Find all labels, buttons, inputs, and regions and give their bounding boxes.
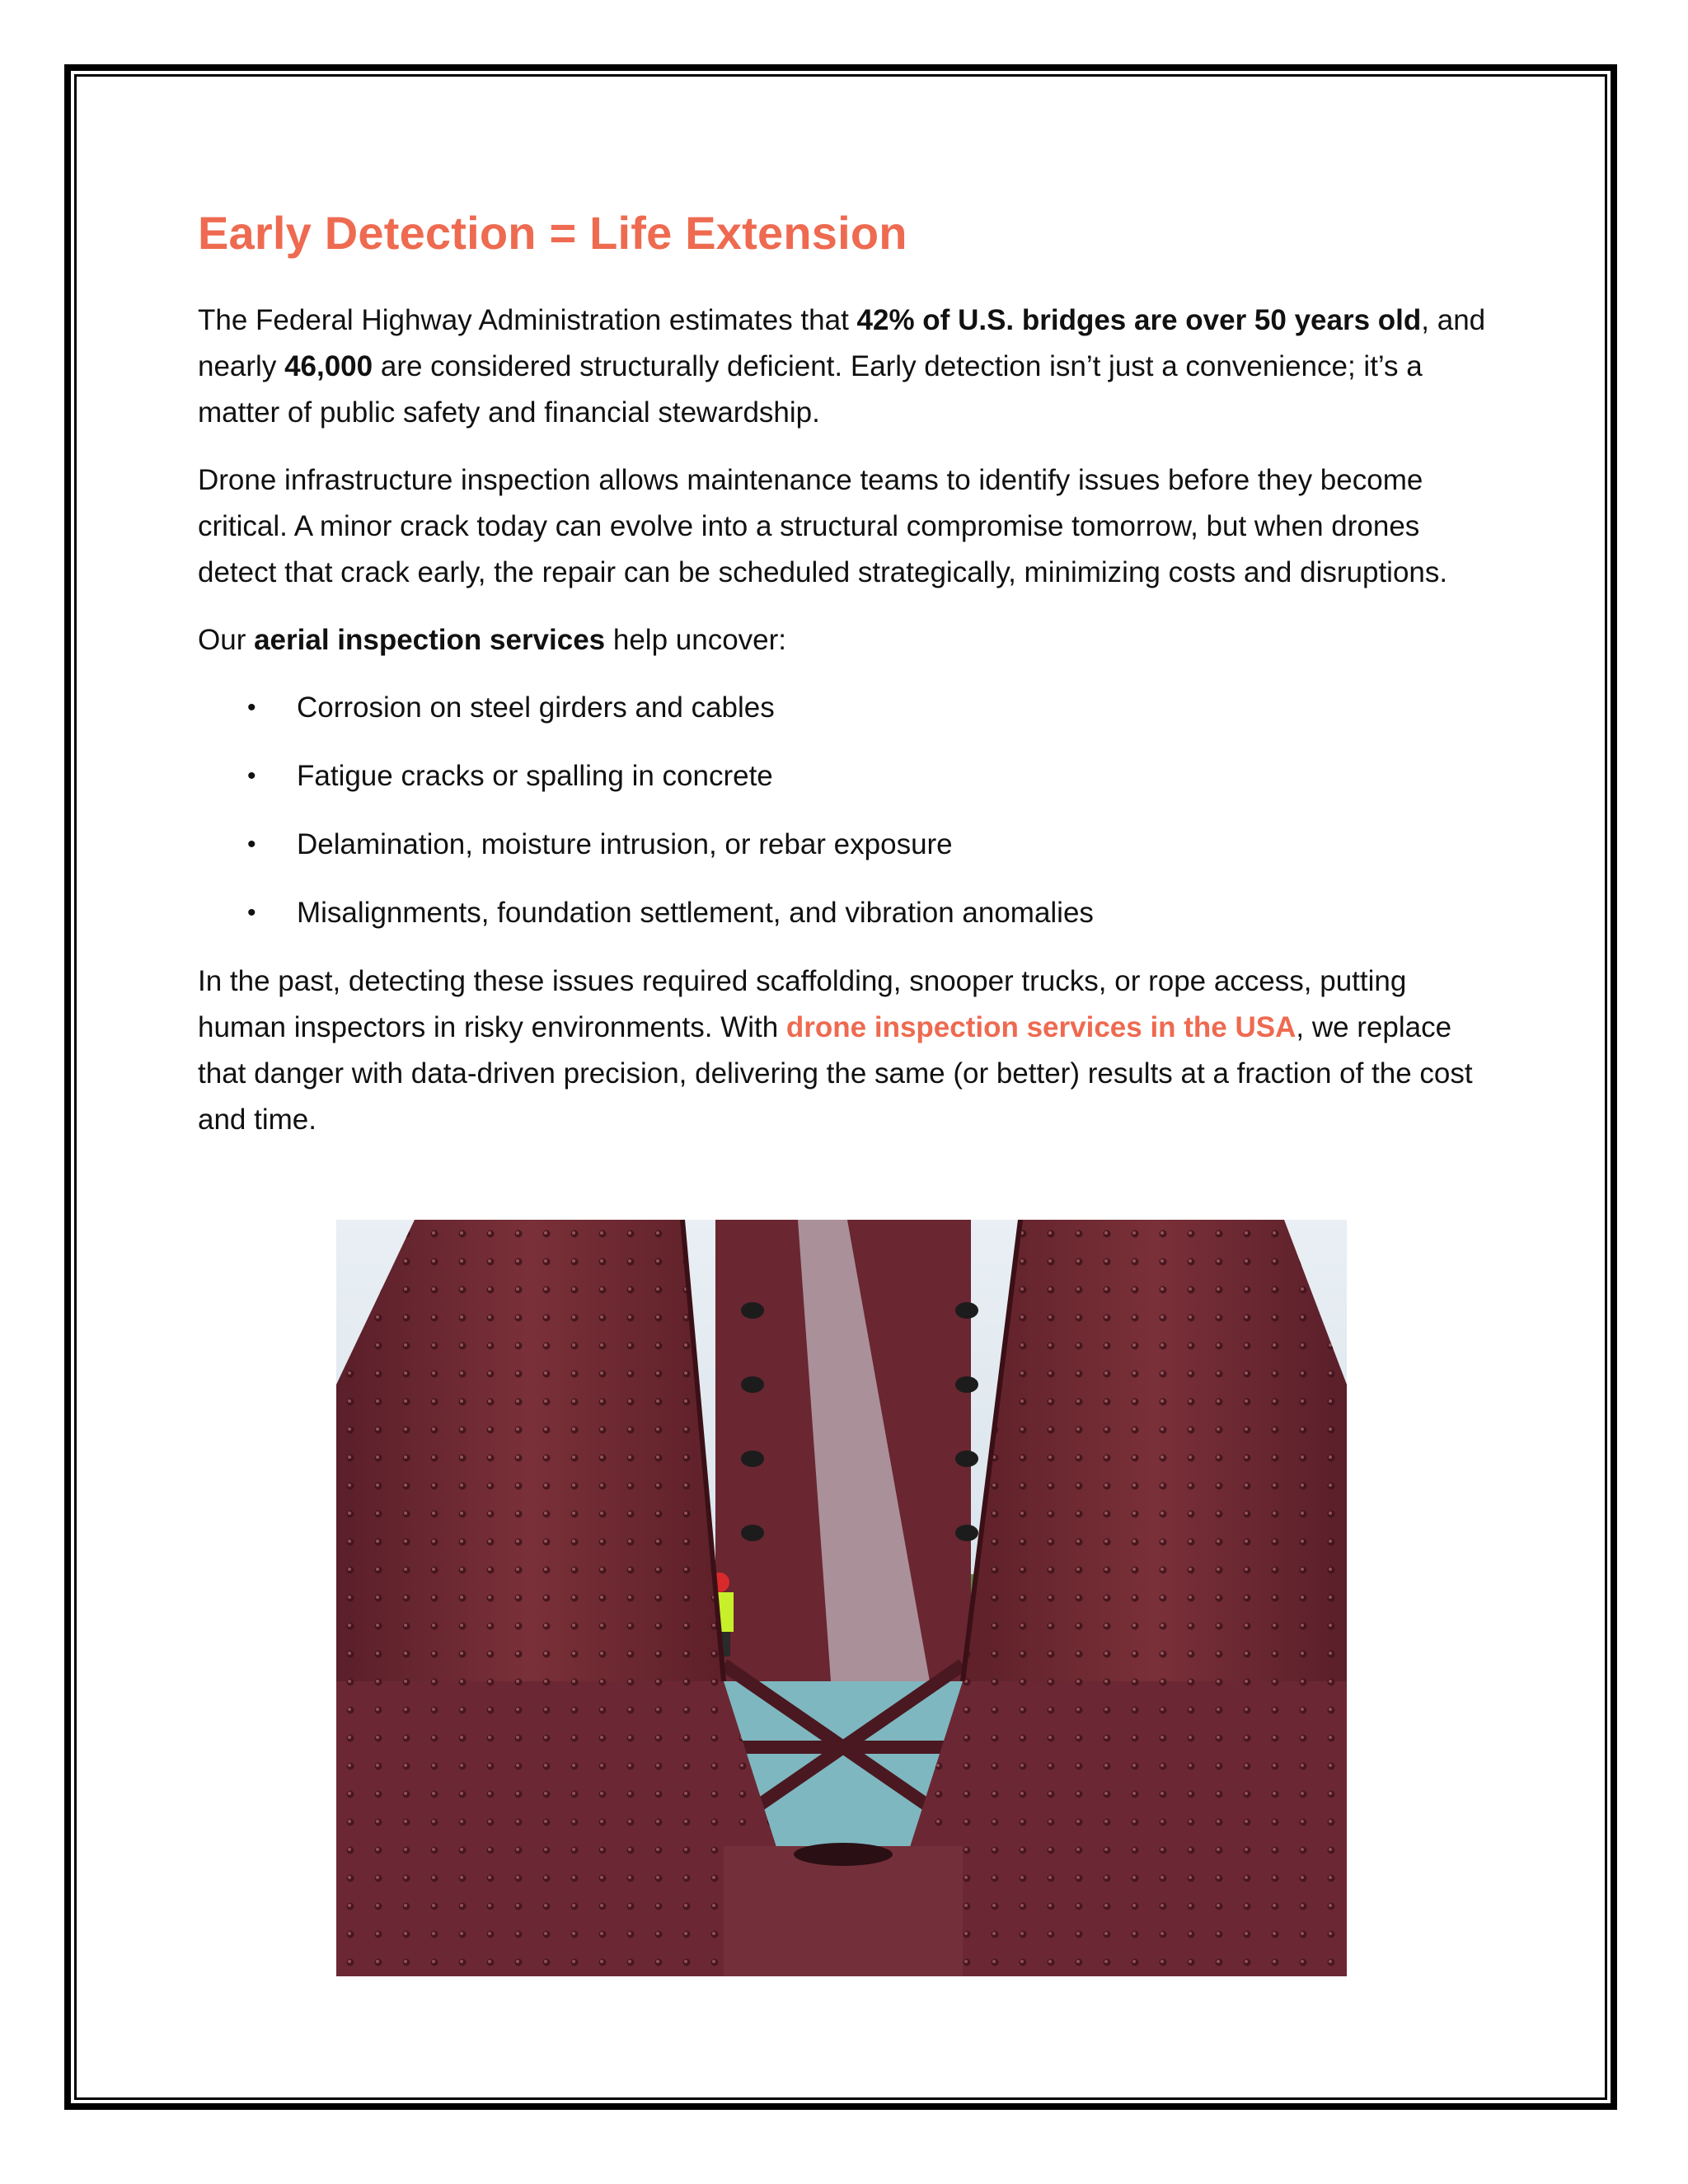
paragraph-past-methods [198, 958, 1500, 1143]
list-item [198, 822, 1500, 868]
paragraph-text: Our [198, 624, 255, 656]
deficient-bridges-stat: 46,000 [284, 350, 373, 382]
paragraph-text: In the past, detecting these issues required scaffolding, snooper trucks, or rope access, putting human inspectors in risky environments. With [198, 965, 1407, 1043]
bullet-icon: • [247, 831, 256, 858]
bridge-age-stat: 42% of U.S. bridges are over 50 years old [856, 304, 1422, 336]
bullet-icon: • [247, 694, 256, 721]
paragraph-statistics [198, 298, 1500, 436]
paragraph-text: , we replace that danger with data-driven precision, delivering the same (or better) results at a fraction of the cost and time. [198, 1011, 1473, 1136]
article-content [198, 202, 1500, 1165]
paragraph-early-detection: Drone infrastructure inspection allows maintenance teams to identify issues before they become critical. A minor crack today can evolve into a structural compromise tomorrow, but when drones detect that crack early, the repair can be scheduled strategically, minimizing costs and disruptions. [198, 464, 1448, 588]
paragraph-text: are considered structurally deficient. Early detection isn’t just a convenience; it’s a matter of public safety and financial stewardship. [198, 350, 1423, 429]
inspection-hatch [794, 1843, 893, 1866]
list-item [198, 890, 1500, 936]
paragraph-text: help uncover: [605, 624, 787, 656]
bridge-illustration [336, 1220, 1347, 1976]
section-heading: Early Detection = Life Extension [198, 207, 907, 259]
drone-inspection-services-link[interactable]: drone inspection services in the USA [785, 1011, 1296, 1043]
bridge-inspection-photo [336, 1220, 1347, 1976]
bullet-icon: • [247, 899, 256, 926]
bullet-icon: • [247, 762, 256, 790]
services-emphasis: aerial inspection services [254, 624, 606, 656]
list-item [198, 753, 1500, 799]
list-item-text: Corrosion on steel girders and cables [297, 691, 775, 724]
list-item-text: Delamination, moisture intrusion, or rebar exposure [297, 828, 953, 860]
list-item-text: Fatigue cracks or spalling in concrete [297, 760, 773, 792]
list-item [198, 685, 1500, 731]
list-item-text: Misalignments, foundation settlement, and vibration anomalies [297, 897, 1094, 929]
paragraph-text: , and nearly [198, 304, 1486, 382]
issues-list [198, 685, 1500, 936]
paragraph-text: The Federal Highway Administration estimates that [198, 304, 857, 336]
paragraph-services-intro [198, 617, 1500, 663]
